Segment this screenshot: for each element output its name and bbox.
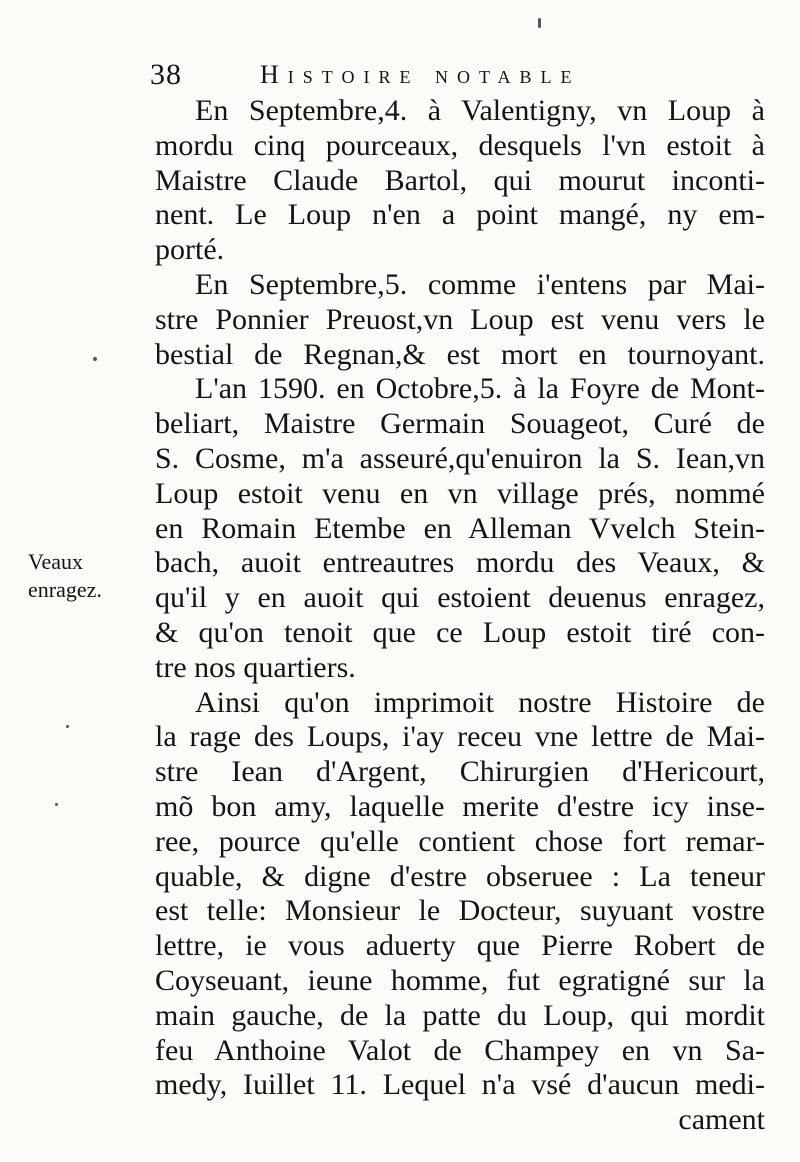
margin-note: [28, 548, 148, 604]
margin-note-line: Veaux: [28, 549, 83, 574]
page-number: 38: [150, 58, 182, 91]
text-line: En Septembre,5. comme i'entens par Mai-: [195, 267, 765, 301]
running-title: Histoire notable: [260, 60, 581, 89]
text-line: en Romain Etembe en Alleman Vvelch Stein-: [155, 511, 765, 545]
page-header: [150, 58, 765, 94]
text-line: ree, pource qu'elle contient chose fort remar-: [155, 824, 765, 858]
margin-note-line: enragez.: [28, 577, 102, 602]
text-line: medy, Iuillet 11. Lequel n'a vsé d'aucun medi-: [155, 1068, 765, 1102]
text-line: la rage des Loups, i'ay receu vne lettre de Mai-: [155, 720, 765, 754]
text-line: Coyseuant, ieune homme, fut egratigné sur la: [155, 963, 765, 997]
text-line: beliart, Maistre Germain Souageot, Curé de: [155, 407, 765, 441]
text-line: feu Anthoine Valot de Champey en vn Sa-: [155, 1033, 765, 1067]
text-line: stre Iean d'Argent, Chirurgien d'Hericourt,: [155, 755, 765, 789]
text-line: L'an 1590. en Octobre,5. à la Foyre de Mont-: [195, 372, 765, 406]
text-line: S. Cosme, m'a asseuré,qu'enuiron la S. Iean,vn: [155, 441, 765, 475]
text-line: bach, auoit entreautres mordu des Veaux, &: [155, 546, 765, 580]
text-line: stre Ponnier Preuost,vn Loup est venu vers le: [155, 302, 765, 336]
text-line: nent. Le Loup n'en a point mangé, ny em-: [155, 198, 765, 232]
catchword: cament: [678, 1103, 765, 1137]
text-line: & qu'on tenoit que ce Loup estoit tiré con-: [155, 615, 765, 649]
text-line: tre nos quartiers.: [155, 650, 356, 684]
ink-speck: [66, 725, 69, 728]
text-line: est telle: Monsieur le Docteur, suyuant vostre: [155, 894, 765, 928]
text-line: Ainsi qu'on imprimoit nostre Histoire de: [195, 685, 765, 719]
text-line: mõ bon amy, laquelle merite d'estre icy inse-: [155, 789, 765, 823]
text-line: quable, & digne d'estre obseruee : La teneur: [155, 859, 765, 893]
text-line: lettre, ie vous aduerty que Pierre Robert de: [155, 929, 765, 963]
ink-speck: [55, 803, 58, 806]
text-line: porté.: [155, 233, 225, 267]
text-line: Loup estoit venu en vn village prés, nommé: [155, 476, 765, 510]
text-line: mordu cinq pourceaux, desquels l'vn estoit à: [155, 128, 765, 162]
text-line: Maistre Claude Bartol, qui mourut inconti-: [155, 163, 765, 197]
text-line: bestial de Regnan,& est mort en tournoyant.: [155, 337, 765, 371]
ink-speck: [538, 18, 541, 28]
text-line: main gauche, de la patte du Loup, qui mordit: [155, 998, 765, 1032]
text-line: qu'il y en auoit qui estoient deuenus enragez,: [155, 581, 765, 615]
text-line: En Septembre,4. à Valentigny, vn Loup à: [195, 94, 765, 127]
ink-speck: [93, 357, 97, 361]
body-text: [155, 94, 765, 1138]
